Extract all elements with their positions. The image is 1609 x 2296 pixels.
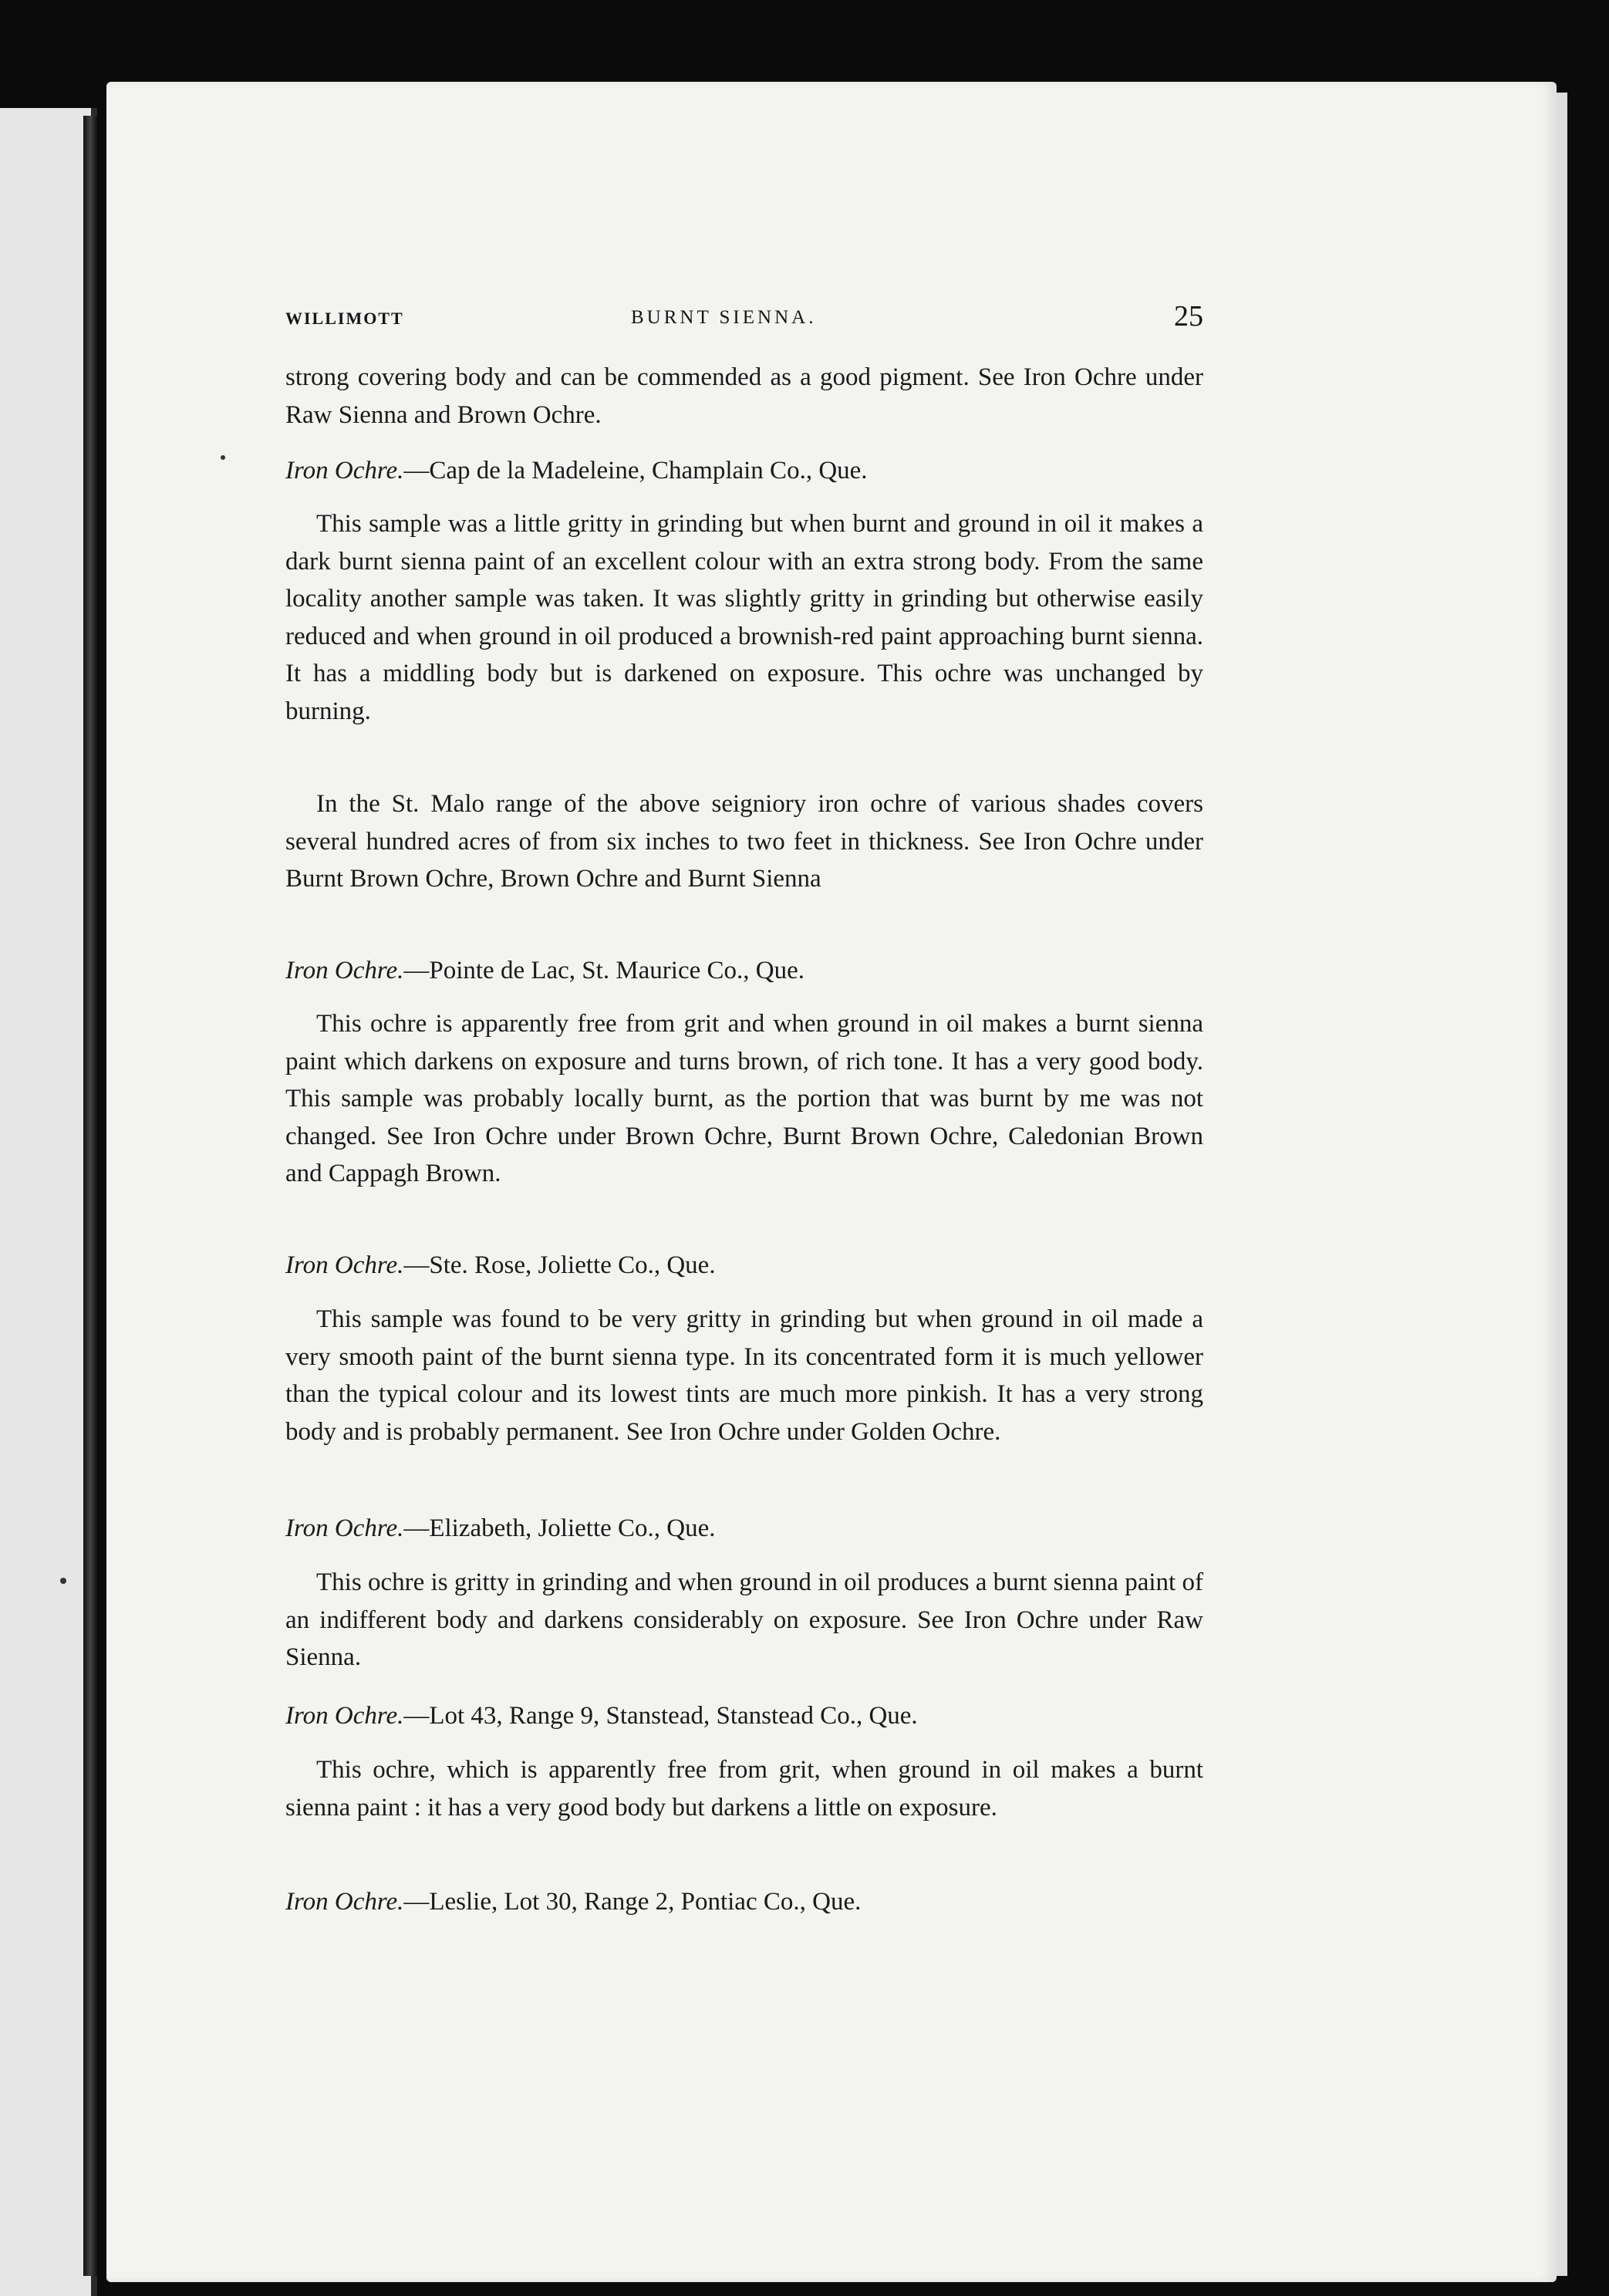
heading-location: —Leslie, Lot 30, Range 2, Pontiac Co., Que. — [403, 1888, 862, 1916]
paragraph: strong covering body and can be commended as a good pigment. See Iron Ochre under Raw Sienna and Brown Ochre. — [285, 363, 1203, 429]
heading-label: Iron Ochre. — [285, 1702, 404, 1730]
heading-location: —Ste. Rose, Joliette Co., Que. — [403, 1251, 716, 1279]
paragraph: This ochre, which is apparently free from grit, when ground in oil makes a burnt sienna paint : it has a very good body but darkens a little on exposure. — [285, 1756, 1203, 1822]
heading-location: —Elizabeth, Joliette Co., Que. — [403, 1514, 716, 1542]
paragraph: This sample was a little gritty in grinding but when burnt and ground in oil it makes a dark burnt sienna paint of an excellent colour with an extra strong body. From the same locality another sample was taken. It was slightly gritty in grinding but otherwise easily reduced and when ground in oil produced a brownish-red paint approaching burnt sienna. It has a middling body but is darkened on exposure. This ochre was unchanged by burning. — [285, 510, 1203, 725]
paragraph: This ochre is gritty in grinding and when ground in oil produces a burnt sienna paint of an indifferent body and darkens considerably on exposure. See Iron Ochre under Raw Sienna. — [285, 1568, 1203, 1671]
speck-mark — [221, 455, 225, 460]
heading-label: Iron Ochre. — [285, 457, 404, 485]
paragraph: This sample was found to be very gritty in grinding but when ground in oil made a very smooth paint of the burnt sienna type. In its concentrated form it is much yellower than the typical colour and its lowest tints are much more pinkish. It has a very strong body and is probably permanent. See Iron Ochre under Golden Ochre. — [285, 1305, 1203, 1446]
running-header — [285, 299, 1203, 338]
ochre-heading — [285, 1697, 1203, 1735]
header-title: BURNT SIENNA. — [631, 307, 817, 328]
heading-label: Iron Ochre. — [285, 1888, 404, 1916]
heading-label: Iron Ochre. — [285, 957, 404, 984]
heading-label: Iron Ochre. — [285, 1251, 404, 1279]
ochre-heading — [285, 1247, 1203, 1285]
ochre-heading — [285, 1510, 1203, 1548]
ochre-heading — [285, 452, 1203, 490]
ochre-heading — [285, 952, 1203, 990]
ochre-heading — [285, 1883, 1203, 1921]
page-edge-shadow — [1557, 93, 1567, 2276]
heading-label: Iron Ochre. — [285, 1514, 404, 1542]
paragraph: This ochre is apparently free from grit and when ground in oil makes a burnt sienna paint which darkens on exposure and turns brown, of rich tone. It has a very good body. This sample was probably locally burnt, as the portion that was burnt by me was not changed. See Iron Ochre under Brown Ochre, Burnt Brown Ochre, Caledonian Brown and Cappagh Brown. — [285, 1010, 1203, 1187]
heading-location: —Lot 43, Range 9, Stanstead, Stanstead Co., Que. — [403, 1702, 918, 1730]
heading-location: —Cap de la Madeleine, Champlain Co., Que. — [403, 457, 868, 485]
page-number: 25 — [1174, 300, 1203, 333]
paragraph: In the St. Malo range of the above seigniory iron ochre of various shades covers several hundred acres of from six inches to two feet in thickness. See Iron Ochre under Burnt Brown Ochre, Brown Ochre and Burnt Sienna — [285, 790, 1203, 893]
speck-mark — [60, 1578, 66, 1584]
header-author: WILLIMOTT — [285, 309, 404, 328]
book-binding — [83, 116, 97, 2276]
heading-location: —Pointe de Lac, St. Maurice Co., Que. — [403, 957, 804, 984]
